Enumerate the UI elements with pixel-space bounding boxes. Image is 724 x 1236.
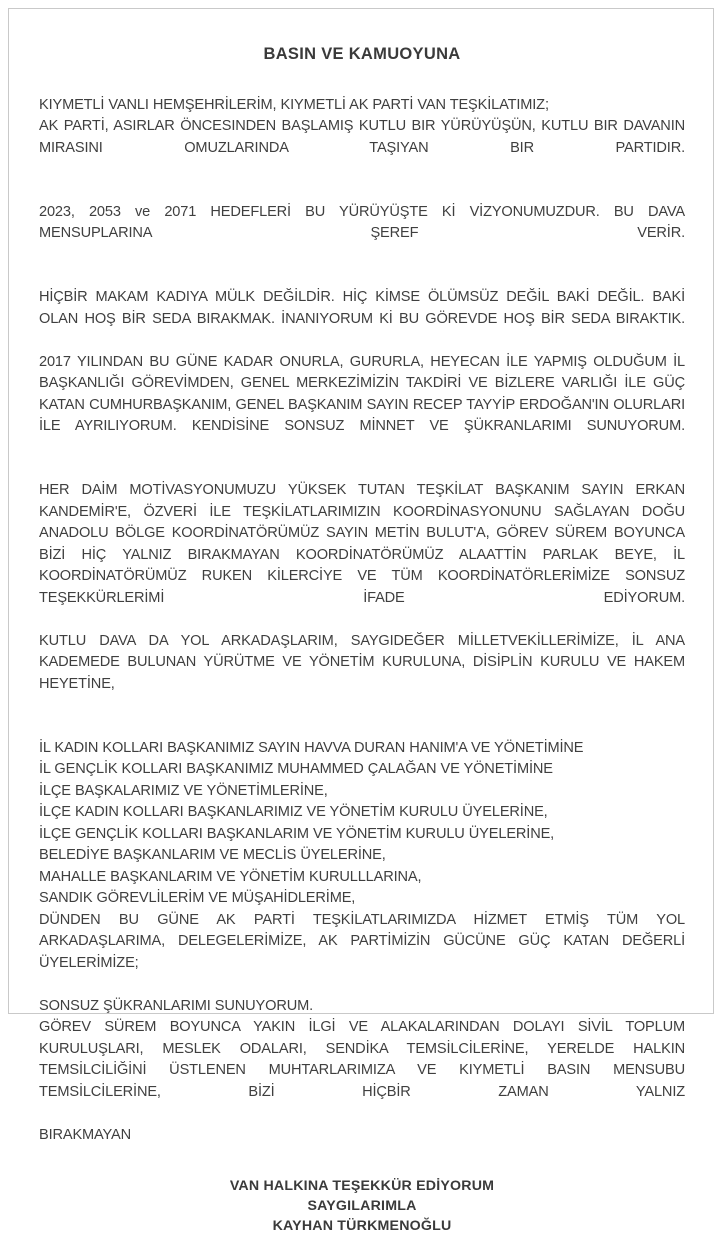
intro-block bbox=[39, 95, 685, 181]
list-item: İL GENÇLİK KOLLARI BAŞKANIMIZ MUHAMMED ÇALAĞAN VE YÖNETİMİNE bbox=[39, 761, 553, 778]
list-item: MAHALLE BAŞKANLARIM VE YÖNETİM KURULLLARINA, bbox=[39, 868, 422, 885]
closing-paragraph-2: GÖREV SÜREM BOYUNCA YAKIN İLGİ VE ALAKALARINDAN DOLAYI SİVİL TOPLUM KURULUŞLARI, MESLEK ODALARI, SENDİKA TEMSİLCİLERİNE, YERELDE HALKIN TEMSİLCİLİĞİNİ ÜSTLENEN MUHTARLARIMIZA VE KIYMETLİ BASIN MENSUBU TEMSİLCİLERİNE, BİZİ HİÇBİR ZAMAN YALNIZ bbox=[39, 1019, 685, 1100]
list-item: İL KADIN KOLLARI BAŞKANIMIZ SAYIN HAVVA DURAN HANIM'A VE YÖNETİMİNE bbox=[39, 739, 584, 756]
closing-line-1: SONSUZ ŞÜKRANLARIMI SUNUYORUM. bbox=[39, 997, 314, 1014]
intro-salutation-line: KIYMETLİ VANLI HEMŞEHRİLERİM, KIYMETLİ AK PARTİ VAN TEŞKİLATIMIZ; bbox=[39, 96, 549, 113]
vision-block bbox=[39, 202, 685, 267]
signature-name: KAYHAN TÜRKMENOĞLU bbox=[272, 1218, 452, 1235]
list-item: SANDIK GÖREVLİLERİM VE MÜŞAHİDLERİME, bbox=[39, 890, 356, 907]
list-item: İLÇE GENÇLİK KOLLARI BAŞKANLARIM VE YÖNETİM KURULU ÜYELERİNE, bbox=[39, 825, 555, 842]
signature-regards-line: SAYGILARIMLA bbox=[307, 1198, 417, 1215]
makam-paragraph: HİÇBİR MAKAM KADIYA MÜLK DEĞİLDİR. HİÇ KİMSE ÖLÜMSÜZ DEĞİL BAKİ DEĞİL. BAKİ OLAN HOŞ BİR SEDA BIRAKMAK. İNANIYORUM Kİ BU GÖREVDE HOŞ BİR SEDA BIRAKTIK. bbox=[39, 289, 685, 327]
list-item: İLÇE KADIN KOLLARI BAŞKANLARIMIZ VE YÖNETİM KURULU ÜYELERİNE, bbox=[39, 804, 548, 821]
thanks-list bbox=[39, 738, 685, 1147]
closing-line-2: BIRAKMAYAN bbox=[39, 1126, 132, 1143]
organization-thanks-block bbox=[39, 480, 685, 717]
list-item: İLÇE BAŞKALARIMIZ VE YÖNETİMLERİNE, bbox=[39, 782, 328, 799]
vision-paragraph: 2023, 2053 ve 2071 HEDEFLERİ BU YÜRÜYÜŞTE Kİ VİZYONUMUZDUR. BU DAVA MENSUPLARINA ŞEREF VERİR. bbox=[39, 203, 685, 242]
coordinators-paragraph: HER DAİM MOTİVASYONUMUZU YÜKSEK TUTAN TEŞKİLAT BAŞKANIM SAYIN ERKAN KANDEMİR'E, ÖZVERİ İLE TEŞKİLATLARIMIZIN KOORDİNASYONUNU SAĞLAYAN DOĞU ANADOLU BÖLGE KOORDİNATÖRÜMÜZ SAYIN METİN BULUT'A, GÖREV SÜREM BOYUNCA BİZİ HİÇ YALNIZ BIRAKMAYAN KOORDİNATÖRÜMÜZ ALAATTİN PARLAK BEYE, İL KOORDİNATÖRÜMÜZ RUKEN KİLERCİYE VE TÜM KOORDİNATÖRLERİMİZE SONSUZ TEŞEKKÜRLERİMİ İFADE EDİYORUM. bbox=[39, 482, 685, 606]
page-title: BASIN VE KAMUOYUNA bbox=[263, 45, 461, 63]
page-content-area bbox=[39, 9, 685, 1235]
resignation-paragraph: 2017 YILINDAN BU GÜNE KADAR ONURLA, GURURLA, HEYECAN İLE YAPMIŞ OLDUĞUM İL BAŞKANLIĞI GÖREVİMDEN, GENEL MERKEZİMİZİN TAKDİRİ VE BİZLERE VARLIĞI İLE GÜÇ KATAN CUMHURBAŞKANIM, GENEL BAŞKANIM SAYIN RECEP TAYYİP ERDOĞAN'IN OLURLARI İLE AYRILIYORUM. KENDİSİNE SONSUZ MİNNET VE ŞÜKRANLARIMI SUNUYORUM. bbox=[39, 353, 685, 435]
document-page bbox=[8, 8, 714, 1235]
committees-paragraph: KUTLU DAVA DA YOL ARKADAŞLARIM, SAYGIDEĞER MİLLETVEKİLLERİMİZE, İL ANA KADEMEDE BULUNAN YÜRÜTME VE YÖNETİM KURULUNA, DİSİPLİN KURULU VE HAKEM HEYETİNE, bbox=[39, 632, 685, 692]
list-item: BELEDİYE BAŞKANLARIM VE MECLİS ÜYELERİNE, bbox=[39, 847, 386, 864]
resignation-block bbox=[39, 287, 685, 459]
signature-block bbox=[39, 1176, 685, 1236]
intro-paragraph: AK PARTİ, ASIRLAR ÖNCESINDEN BAŞLAMIŞ KUTLU BIR YÜRÜYÜŞÜN, KUTLU BIR DAVANIN MIRASINI OMUZLARINDA TAŞIYAN BIR PARTIDIR. bbox=[39, 118, 685, 156]
closing-paragraph-1: DÜNDEN BU GÜNE AK PARTİ TEŞKİLATLARIMIZDA HİZMET ETMİŞ TÜM YOL ARKADAŞLARIMA, DELEGELERİMİZE, AK PARTİMİZİN GÜCÜNE GÜÇ KATAN DEĞERLİ ÜYELERİMİZE; bbox=[39, 911, 685, 971]
signature-thanks-line: VAN HALKINA TEŞEKKÜR EDİYORUM bbox=[229, 1178, 495, 1195]
